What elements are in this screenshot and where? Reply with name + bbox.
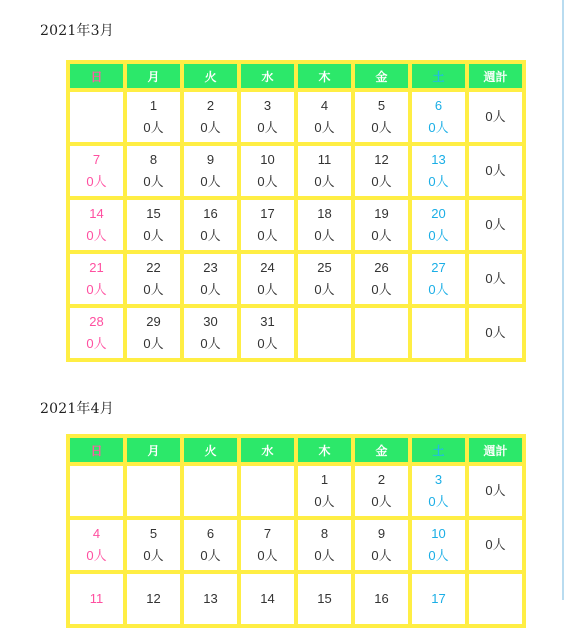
day-cell — [182, 572, 239, 626]
week-row — [68, 90, 524, 144]
day-cell — [239, 144, 296, 198]
month-title-april: 2021年4月 — [40, 401, 114, 417]
day-count: 0人 — [200, 548, 221, 563]
day-number: 22 — [146, 260, 161, 275]
week-total-cell — [467, 518, 524, 572]
day-cell — [239, 252, 296, 306]
scroll-region-border — [562, 0, 564, 600]
day-cell — [410, 198, 467, 252]
day-cell — [410, 306, 467, 360]
day-number: 12 — [146, 591, 161, 606]
day-count: 0人 — [371, 282, 392, 297]
weekday-week-total: 週計 — [467, 62, 524, 90]
day-number: 20 — [431, 206, 446, 221]
weekday-monday: 月 — [125, 62, 182, 90]
day-number: 8 — [149, 152, 158, 167]
day-cell — [68, 198, 125, 252]
day-cell — [239, 306, 296, 360]
day-cell — [296, 572, 353, 626]
day-cell — [353, 198, 410, 252]
calendar-march — [66, 60, 526, 362]
day-count: 0人 — [257, 336, 278, 351]
day-count: 0人 — [371, 494, 392, 509]
day-count: 0人 — [428, 548, 449, 563]
day-count: 0人 — [314, 494, 335, 509]
weekday-header-row — [68, 436, 524, 464]
day-number: 27 — [431, 260, 446, 275]
weekday-saturday: 土 — [410, 62, 467, 90]
day-number: 9 — [206, 152, 215, 167]
week-total-cell — [467, 572, 524, 626]
day-count: 0人 — [257, 228, 278, 243]
week-total-cell — [467, 306, 524, 360]
day-cell — [182, 144, 239, 198]
day-cell — [353, 144, 410, 198]
day-number: 7 — [92, 152, 101, 167]
day-number: 4 — [320, 98, 329, 113]
day-cell — [296, 198, 353, 252]
week-row — [68, 518, 524, 572]
week-total-value: 0人 — [485, 163, 506, 178]
week-total-cell — [467, 198, 524, 252]
week-total-value: 0人 — [485, 325, 506, 340]
day-number: 6 — [206, 526, 215, 541]
day-number: 10 — [260, 152, 275, 167]
week-row — [68, 464, 524, 518]
day-number: 5 — [377, 98, 386, 113]
day-count: 0人 — [371, 228, 392, 243]
day-number: 31 — [260, 314, 275, 329]
calendar-body — [68, 90, 524, 360]
day-number: 18 — [317, 206, 332, 221]
weekday-thursday: 木 — [296, 436, 353, 464]
day-count: 0人 — [314, 548, 335, 563]
day-number: 30 — [203, 314, 218, 329]
week-total-value: 0人 — [485, 537, 506, 552]
day-number: 19 — [374, 206, 389, 221]
day-cell — [410, 252, 467, 306]
week-row — [68, 198, 524, 252]
day-cell — [68, 90, 125, 144]
day-count: 0人 — [200, 336, 221, 351]
day-count: 0人 — [86, 228, 107, 243]
day-count: 0人 — [200, 282, 221, 297]
week-total-cell — [467, 464, 524, 518]
weekday-tuesday: 火 — [182, 436, 239, 464]
day-count: 0人 — [371, 120, 392, 135]
weekday-wednesday: 水 — [239, 62, 296, 90]
day-number: 16 — [374, 591, 389, 606]
week-total-cell — [467, 144, 524, 198]
day-cell — [182, 518, 239, 572]
day-number: 28 — [89, 314, 104, 329]
day-number: 3 — [434, 472, 443, 487]
day-count: 0人 — [314, 120, 335, 135]
week-total-value: 0人 — [485, 483, 506, 498]
day-count: 0人 — [428, 174, 449, 189]
day-cell — [125, 144, 182, 198]
weekday-monday: 月 — [125, 436, 182, 464]
day-cell — [182, 464, 239, 518]
weekday-wednesday: 水 — [239, 436, 296, 464]
day-number: 29 — [146, 314, 161, 329]
day-number: 5 — [149, 526, 158, 541]
day-number: 14 — [260, 591, 275, 606]
weekday-week-total: 週計 — [467, 436, 524, 464]
weekday-sunday: 日 — [68, 62, 125, 90]
day-number: 8 — [320, 526, 329, 541]
day-count: 0人 — [428, 228, 449, 243]
day-count: 0人 — [314, 282, 335, 297]
day-cell — [182, 198, 239, 252]
day-number: 4 — [92, 526, 101, 541]
weekday-friday: 金 — [353, 436, 410, 464]
day-number: 26 — [374, 260, 389, 275]
day-number: 21 — [89, 260, 104, 275]
day-count: 0人 — [86, 548, 107, 563]
day-cell — [353, 572, 410, 626]
day-cell — [410, 144, 467, 198]
day-number: 13 — [203, 591, 218, 606]
day-cell — [296, 90, 353, 144]
day-number: 25 — [317, 260, 332, 275]
day-number: 11 — [89, 591, 104, 606]
day-number: 6 — [434, 98, 443, 113]
day-count: 0人 — [314, 228, 335, 243]
day-cell — [125, 464, 182, 518]
day-cell — [68, 464, 125, 518]
day-cell — [239, 572, 296, 626]
day-cell — [410, 464, 467, 518]
day-cell — [296, 144, 353, 198]
day-number: 15 — [317, 591, 332, 606]
day-count: 0人 — [371, 548, 392, 563]
week-total-value: 0人 — [485, 271, 506, 286]
day-number: 1 — [320, 472, 329, 487]
day-number: 11 — [317, 152, 332, 167]
day-count: 0人 — [143, 174, 164, 189]
day-number: 24 — [260, 260, 275, 275]
day-count: 0人 — [143, 336, 164, 351]
day-cell — [125, 306, 182, 360]
week-row — [68, 252, 524, 306]
day-cell — [239, 198, 296, 252]
day-count: 0人 — [257, 174, 278, 189]
day-count: 0人 — [86, 336, 107, 351]
day-cell — [296, 464, 353, 518]
day-cell — [410, 90, 467, 144]
day-cell — [296, 306, 353, 360]
day-number: 17 — [260, 206, 275, 221]
day-count: 0人 — [143, 548, 164, 563]
day-count: 0人 — [428, 494, 449, 509]
day-number: 2 — [206, 98, 215, 113]
week-row — [68, 306, 524, 360]
day-number: 14 — [89, 206, 104, 221]
week-total-value: 0人 — [485, 217, 506, 232]
day-number: 12 — [374, 152, 389, 167]
week-row — [68, 144, 524, 198]
day-count: 0人 — [143, 120, 164, 135]
day-cell — [410, 518, 467, 572]
weekday-tuesday: 火 — [182, 62, 239, 90]
weekday-header-row — [68, 62, 524, 90]
day-cell — [296, 518, 353, 572]
day-number: 13 — [431, 152, 446, 167]
day-number: 2 — [377, 472, 386, 487]
month-title-march: 2021年3月 — [40, 23, 114, 39]
day-number: 1 — [149, 98, 158, 113]
day-cell — [68, 572, 125, 626]
day-number: 15 — [146, 206, 161, 221]
day-cell — [353, 90, 410, 144]
day-cell — [353, 306, 410, 360]
weekday-sunday: 日 — [68, 436, 125, 464]
week-total-cell — [467, 90, 524, 144]
day-cell — [239, 518, 296, 572]
day-cell — [125, 518, 182, 572]
day-cell — [125, 572, 182, 626]
day-count: 0人 — [314, 174, 335, 189]
day-number: 16 — [203, 206, 218, 221]
day-cell — [239, 90, 296, 144]
weekday-friday: 金 — [353, 62, 410, 90]
day-number: 17 — [431, 591, 446, 606]
day-number: 3 — [263, 98, 272, 113]
day-number: 10 — [431, 526, 446, 541]
day-cell — [182, 90, 239, 144]
weekday-thursday: 木 — [296, 62, 353, 90]
day-count: 0人 — [428, 282, 449, 297]
weekday-saturday: 土 — [410, 436, 467, 464]
day-count: 0人 — [428, 120, 449, 135]
week-row — [68, 572, 524, 626]
day-count: 0人 — [86, 174, 107, 189]
day-count: 0人 — [143, 282, 164, 297]
day-count: 0人 — [200, 228, 221, 243]
day-cell — [296, 252, 353, 306]
day-number: 23 — [203, 260, 218, 275]
day-cell — [182, 306, 239, 360]
day-cell — [410, 572, 467, 626]
day-cell — [353, 252, 410, 306]
calendar-april — [66, 434, 526, 628]
day-count: 0人 — [200, 120, 221, 135]
week-total-value: 0人 — [485, 109, 506, 124]
calendar-body — [68, 464, 524, 626]
day-number: 9 — [377, 526, 386, 541]
day-count: 0人 — [371, 174, 392, 189]
day-cell — [353, 518, 410, 572]
day-cell — [182, 252, 239, 306]
day-cell — [125, 252, 182, 306]
day-count: 0人 — [257, 282, 278, 297]
day-cell — [239, 464, 296, 518]
day-cell — [125, 198, 182, 252]
day-count: 0人 — [143, 228, 164, 243]
day-number: 7 — [263, 526, 272, 541]
day-count: 0人 — [200, 174, 221, 189]
day-cell — [353, 464, 410, 518]
day-cell — [68, 518, 125, 572]
day-cell — [68, 252, 125, 306]
day-count: 0人 — [86, 282, 107, 297]
day-cell — [68, 306, 125, 360]
week-total-cell — [467, 252, 524, 306]
day-count: 0人 — [257, 548, 278, 563]
day-cell — [68, 144, 125, 198]
day-cell — [125, 90, 182, 144]
day-count: 0人 — [257, 120, 278, 135]
